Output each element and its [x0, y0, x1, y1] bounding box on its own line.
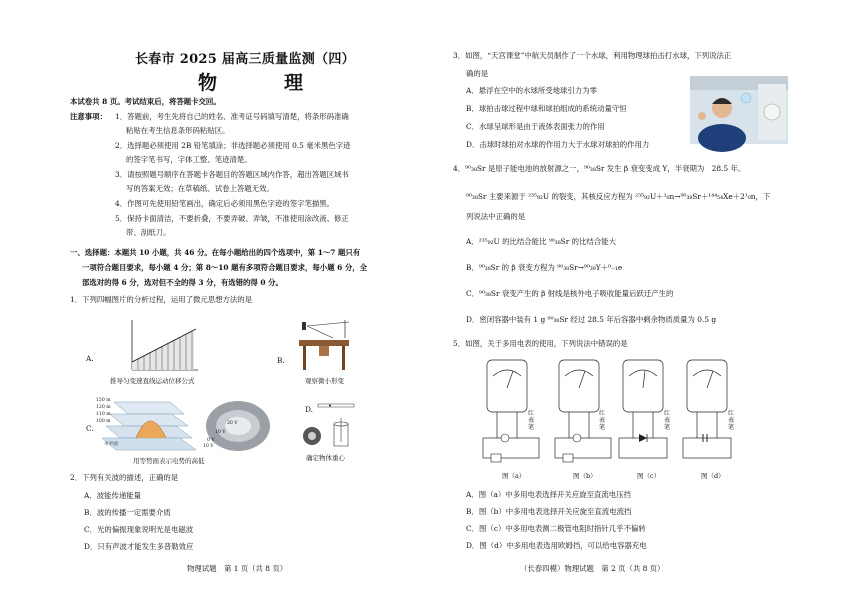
notice-item: 带、刮纸刀。	[126, 228, 171, 237]
exam-title: 长春市 2025 届高三质量监测（四）	[135, 52, 355, 67]
notice-item: 粘贴在考生信息条形码粘贴区。	[126, 126, 230, 135]
figure-c-potential-label: 0 V	[207, 438, 215, 443]
astronaut-photo	[690, 76, 788, 144]
q3-option: C．水球呈球形是由于液体表面张力的作用	[466, 122, 605, 131]
q4-option: D．密闭容器中装有 1 g ⁹⁰₃₈Sr 经过 28.5 年后容器中剩余物质质量为 0.5 g	[466, 315, 717, 324]
notice-item: 写的答案无效；在草稿纸、试卷上答题无效。	[126, 184, 274, 193]
q5-option: C．图（c）中多用电表测二极管电阻时指针几乎不偏转	[466, 524, 646, 533]
q4-option: C．⁹⁰₃₈Sr 衰变产生的 β 射线是核外电子吸收能量后跃迁产生的	[466, 289, 674, 298]
figure-c-potential-label: 10 V	[203, 444, 214, 449]
notice-item: 3．请按照题号顺序在答题卡各题目的答题区域内作答，超出答题区域书	[115, 170, 349, 179]
notice-label: 注意事项：	[70, 112, 107, 121]
q5-option: D．图（d）中多用电表选用欧姆挡，可以给电容器充电	[466, 541, 647, 550]
figure-caption-b: 图（b）	[573, 472, 597, 480]
caption-d: 确定物体重心	[306, 454, 345, 462]
velocity-time-figure	[120, 318, 200, 374]
caption-c: 用等势面表示电势的高低	[133, 457, 205, 465]
question-2-stem: 2．下列有关波的描述，正确的是	[70, 473, 179, 482]
q3-option: A．悬浮在空中的水球所受地球引力为零	[466, 86, 597, 95]
red-probe-label: 红 表 笔	[728, 410, 735, 431]
page-footer-right: （长春四模）物理试题 第 2 页（共 8 页）	[520, 564, 665, 573]
notice-item: 4．作图可先使用铅笔画出，确定后必须用黑色字迹的签字笔描黑。	[115, 199, 335, 208]
question-1-stem: 1．下列四幅图片的分析过程，运用了微元思想方法的是	[70, 295, 253, 304]
section-instruction: 一、选择题：本题共 10 小题，共 46 分。在每小题给出的四个选项中，第 1～7 题只有	[70, 248, 361, 257]
equipotential-figure	[92, 396, 272, 454]
notice-item: 的签字笔书写，字体工整、笔迹清楚。	[126, 155, 252, 164]
q2-option: A．波能传递能量	[84, 491, 142, 500]
option-c-label: C.	[86, 424, 94, 433]
caption-a: 推导匀变速直线运动位移公式	[110, 377, 195, 385]
question-3-stem: 3．如图，“天宫课堂”中航天员制作了一个水球，利用物理球拍击打水球，下列说法正	[453, 51, 732, 60]
notice-item: 1．答题前，考生先将自己的姓名、准考证号码填写清楚，将条形码准确	[115, 112, 349, 121]
q4-option: A．²³⁵₉₂U 的比结合能比 ⁹⁰₃₈Sr 的比结合能大	[466, 237, 616, 246]
section-instruction: 一项符合题目要求，每小题 4 分；第 8～10 题有多项符合题目要求，每小题 6 分，全	[82, 263, 368, 272]
q2-option: B．波的传播一定需要介质	[84, 508, 171, 517]
q3-option: B．球拍击球过程中球和球拍组成的系统动量守恒	[466, 104, 627, 113]
notice-item: 5．保持卡面清洁，不要折叠，不要弄破、弄皱，不准使用涂改液、修正	[115, 214, 349, 223]
figure-c-plane-label: 水平面	[104, 442, 118, 447]
figure-caption-d: 图（d）	[701, 472, 725, 480]
question-5-stem: 5．如图，关于多用电表的使用，下列说法中错误的是	[453, 339, 628, 348]
question-4-stem: ⁹⁰₃₈Sr 主要来源于 ²³⁵₉₂U 的裂变，其核反应方程为 ²³⁵₉₂U＋¹₀n→⁹⁰₃₈Sr＋¹⁴⁴₅₄Xe＋2¹₀n，下	[466, 192, 771, 201]
figure-c-potential-label: 20 V	[227, 421, 238, 426]
q3-option: D．击球时球拍对水球的作用力大于水球对球拍的作用力	[466, 140, 650, 149]
q5-option: B．图（b）中多用电表选择开关应旋至直流电流挡	[466, 507, 632, 516]
figure-c-height-labels: 150 m 120 m 110 m 100 m	[96, 398, 111, 424]
page-footer-left: 物理试题 第 1 页（共 8 页）	[187, 564, 288, 573]
option-b-label: B.	[277, 356, 285, 365]
question-3-stem: 确的是	[466, 69, 489, 78]
subject-title: 物 理	[198, 72, 328, 94]
figure-caption-c: 图（c）	[637, 472, 661, 480]
q5-option: A．图（a）中多用电表选择开关应旋至直流电压挡	[466, 490, 631, 499]
micro-deformation-figure	[293, 318, 355, 374]
question-4-stem: 4．⁹⁰₃₈Sr 是原子能电池的放射源之一，⁹⁰₃₈Sr 发生 β 衰变变成 Y，半衰期为 28.5 年。	[453, 164, 746, 173]
red-probe-label: 红 表 笔	[664, 410, 671, 431]
page-count-note: 本试卷共 8 页。考试结束后，将答题卡交回。	[70, 97, 221, 106]
red-probe-label: 红 表 笔	[599, 410, 606, 431]
option-d-label: D.	[305, 405, 314, 414]
section-instruction: 部选对的得 6 分，选对但不全的得 3 分，有选错的得 0 分。	[82, 278, 283, 287]
figure-c-potential-label: 10 V	[215, 430, 226, 435]
figure-caption-a: 图（a）	[502, 472, 526, 480]
red-probe-label: 红 表 笔	[528, 410, 535, 431]
question-4-stem: 列说法中正确的是	[466, 212, 526, 221]
q2-option: C．光的偏振现象说明光是电磁波	[84, 525, 194, 534]
q4-option: B．⁹⁰₃₈Sr 的 β 衰变方程为 ⁹⁰₃₈Sr→⁹⁰₃₉Y＋⁰₋₁e	[466, 263, 623, 272]
center-of-gravity-figure	[300, 402, 360, 452]
q2-option: D．只有声波才能发生多普勒效应	[84, 542, 194, 551]
option-a-label: A.	[86, 354, 94, 363]
notice-item: 2．选择题必须使用 2B 铅笔填涂；非选择题必须使用 0.5 毫米黑色字迹	[115, 141, 351, 150]
caption-b: 观察微小形变	[305, 377, 344, 385]
